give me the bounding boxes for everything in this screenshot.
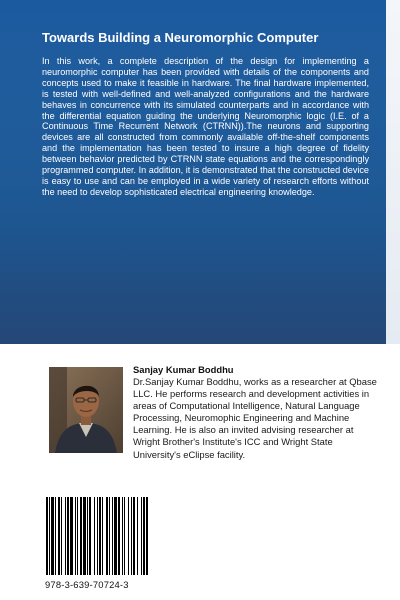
barcode-bar bbox=[51, 497, 54, 575]
barcode-bar bbox=[97, 497, 98, 575]
author-photo bbox=[49, 367, 123, 453]
barcode-bar bbox=[133, 497, 135, 575]
barcode-bar bbox=[143, 497, 145, 575]
barcode-bar bbox=[141, 497, 142, 575]
barcode-bar bbox=[80, 497, 82, 575]
isbn-barcode bbox=[45, 497, 150, 575]
barcode-bar bbox=[106, 497, 108, 575]
barcode-bar bbox=[99, 497, 101, 575]
barcode-bar bbox=[124, 497, 125, 575]
author-name: Sanjay Kumar Boddhu bbox=[133, 364, 234, 375]
barcode-bar bbox=[58, 497, 60, 575]
barcode-bar bbox=[146, 497, 148, 575]
barcode-bar bbox=[65, 497, 66, 575]
barcode-bar bbox=[128, 497, 129, 575]
barcode-bar bbox=[89, 497, 91, 575]
barcode-bar bbox=[67, 497, 69, 575]
barcode-bar bbox=[61, 497, 62, 575]
barcode-bar bbox=[87, 497, 88, 575]
author-bio: Dr.Sanjay Kumar Boddhu, works as a researcher at Qbase LLC. He performs research and development activities in areas of Computational Intelligence, Natural Language Processing, Neuromophic Engineering and Machine Learning. He is also an invited advising researcher at Wright Brother's Institute's ICC and Wright State University's eClipse facility. bbox=[133, 376, 377, 460]
barcode-bar bbox=[112, 497, 113, 575]
author-portrait-image bbox=[49, 367, 123, 453]
barcode-bars bbox=[45, 497, 150, 575]
barcode-bar bbox=[75, 497, 76, 575]
barcode-bar bbox=[94, 497, 95, 575]
book-abstract: In this work, a complete description of the design for implementing a neuromorphic computer has been provided with details of the components and concepts used to make it feasible in hardware. The final hardware implemented, is tested with well-defined and well-analyzed configurations and the hardware behaves in concurrence with its simulated counterparts and in accordance with the differential equation guiding the underlying Neuromorphic logic (I.E. of a Continuous Time Recurrent Network (CTRNN)).The neurons and supporting devices are all constructed from commonly available off-the-shelf components and the implementation has been tested to insure a high degree of fidelity between behavior predicted by CTRNN state equations and the correspondingly programmed computer. In addition, it is demonstrated that the constructed device is easy to use and can be employed in a wide variety of research efforts without the need to develop sophisticated electrical engineering knowledge. bbox=[42, 56, 369, 197]
book-title: Towards Building a Neuromorphic Computer bbox=[42, 30, 319, 45]
isbn-number: 978-3-639-70724-3 bbox=[45, 579, 129, 590]
barcode-bar bbox=[137, 497, 138, 575]
barcode-bar bbox=[102, 497, 103, 575]
barcode-bar bbox=[118, 497, 120, 575]
barcode-bar bbox=[77, 497, 78, 575]
barcode-bar bbox=[114, 497, 117, 575]
barcode-bar bbox=[131, 497, 132, 575]
barcode-bar bbox=[122, 497, 123, 575]
barcode-bar bbox=[49, 497, 50, 575]
light-edge-strip bbox=[386, 0, 400, 344]
barcode-bar bbox=[109, 497, 110, 575]
barcode-bar bbox=[46, 497, 48, 575]
barcode-bar bbox=[55, 497, 56, 575]
barcode-bar bbox=[70, 497, 73, 575]
barcode-bar bbox=[83, 497, 86, 575]
